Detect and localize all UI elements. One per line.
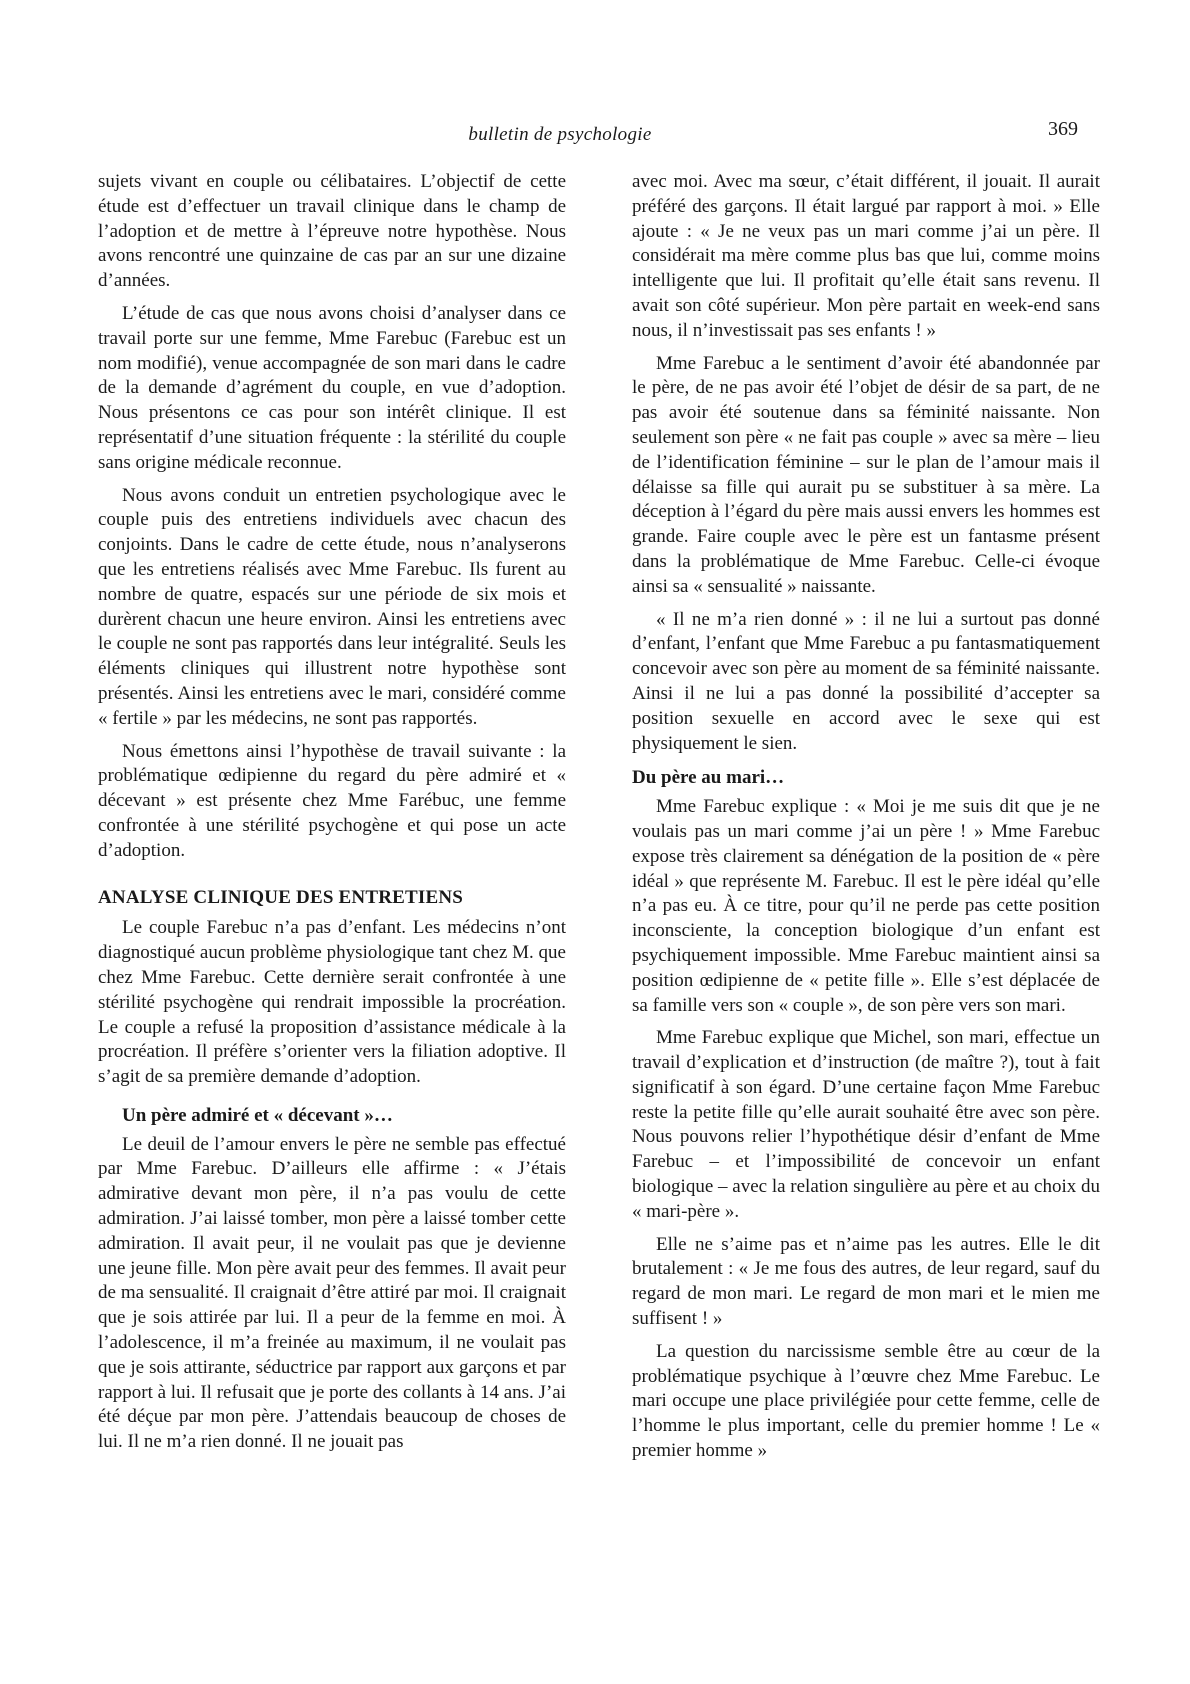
paragraph: L’étude de cas que nous avons choisi d’analyser dans ce travail porte sur une femme, Mme Farebuc (Farebuc est un nom modifié), venue accompagnée de son mari dans le cadre de la demande d’agrément du couple, en vue d’adoption. Nous présentons ce cas pour son intérêt clinique. Il est représentatif d’une situation fréquente : la stérilité du couple sans origine médicale reconnue. <box>98 302 566 473</box>
left-column <box>98 170 566 1463</box>
right-column <box>632 170 1100 1472</box>
paragraph: Nous émettons ainsi l’hypothèse de travail suivante : la problématique œdipienne du regard du père admiré et « décevant » est présente chez Mme Farébuc, une femme confrontée à une stérilité psychogène et qui pose un acte d’adoption. <box>98 740 566 861</box>
paragraph: La question du narcissisme semble être au cœur de la problématique psychique à l’œuvre chez Mme Farebuc. Le mari occupe une place privilégiée pour cette femme, celle de l’homme le plus important, celle du premier homme ! Le « premier homme » <box>632 1340 1100 1462</box>
page-number: 369 <box>1048 118 1078 140</box>
paragraph: « Il ne m’a rien donné » : il ne lui a surtout pas donné d’enfant, l’enfant que Mme Farebuc a pu fantasmatiquement concevoir avec son père au moment de sa féminité naissante. Ainsi il ne lui a pas donné la possibilité d’accepter sa position sexuelle en accord avec le sexe qui est physiquement le sien. <box>632 608 1100 754</box>
subsection-heading: Un père admiré et « décevant »… <box>122 1104 393 1126</box>
paragraph: Mme Farebuc a le sentiment d’avoir été abandonnée par le père, de ne pas avoir été l’objet de désir de sa part, de ne pas avoir été soutenue dans sa féminité naissante. Non seulement son père « ne fait pas couple » avec sa mère – lieu de l’identification féminine – sur le plan de l’amour mais il délaisse sa fille qui aurait pu se substituer à sa mère. La déception à l’égard du père mais aussi envers les hommes est grande. Faire couple avec le père est un fantasme présent dans la problématique de Mme Farebuc. Celle-ci évoque ainsi sa « sensualité » naissante. <box>632 352 1100 597</box>
section-heading: ANALYSE CLINIQUE DES ENTRETIENS <box>98 886 464 908</box>
paragraph: Mme Farebuc explique : « Moi je me suis dit que je ne voulais pas un mari comme j’ai un père ! » Mme Farebuc expose très clairement sa dénégation de la position de « père idéal » que représente M. Farebuc. Il est le père idéal qu’elle n’a pas eu. À ce titre, pour qu’il ne perde pas cette position inconsciente, la conception biologique d’un enfant est psychiquement impossible. Mme Farebuc maintient ainsi sa position œdipienne de « petite fille ». Elle s’est déplacée de sa famille vers son « couple », de son père vers son mari. <box>632 796 1100 1016</box>
paragraph: Le deuil de l’amour envers le père ne semble pas effectué par Mme Farebuc. D’ailleurs elle affirme : « J’étais admirative devant mon père, il n’a pas voulu de cette admiration. J’ai laissé tomber, mon père a laissé tomber cette admiration. Il avait peur, il ne voulait pas que je devienne une jeune fille. Mon père avait peur des femmes. Il avait peur de ma sensualité. Il craignait d’être attiré par moi. Il craignait que je sois attirée par lui. Il a peur de la femme en moi. À l’adolescence, il m’a freinée au maximum, il ne voulait pas que je sois attirante, séductrice par rapport aux garçons et par rapport à lui. Il refusait que je porte des collants à 14 ans. J’ai été déçue par mon père. J’attendais beaucoup de choses de lui. Il ne m’a rien donné. Il ne jouait pas <box>98 1133 566 1453</box>
paragraph: Mme Farebuc explique que Michel, son mari, effectue un travail d’explication et d’instruction (de maître ?), tout à fait significatif à son égard. D’une certaine façon Mme Farebuc reste la petite fille qu’elle aurait souhaité être avec son père. Nous pouvons relier l’hypothétique désir d’enfant de Mme Farebuc – et l’impossibilité de concevoir un enfant biologique – avec la relation singulière au père et au choix du « mari-père ». <box>632 1027 1100 1222</box>
running-head: bulletin de psychologie <box>468 124 652 145</box>
paragraph: avec moi. Avec ma sœur, c’était différent, il jouait. Il aurait préféré des garçons. Il était largué par rapport à moi. » Elle ajoute : « Je ne veux pas un mari comme j’ai un père. Il considérait ma mère comme plus bas que lui, comme moins intelligente que lui. Il profitait qu’elle était sans revenu. Il avait son côté supérieur. Mon père partait en week-end sans nous, il n’investissait pas ses enfants ! » <box>632 171 1100 341</box>
subsection-heading: Du père au mari… <box>632 767 785 789</box>
paragraph: Le couple Farebuc n’a pas d’enfant. Les médecins n’ont diagnostiqué aucun problème physiologique tant chez M. que chez Mme Farebuc. Cette dernière serait confrontée à une stérilité psychogène qui rendrait impossible la procréation. Le couple a refusé la proposition d’assistance médicale à la procréation. Il préfère s’orienter vers la filiation adoptive. Il s’agit de sa première demande d’adoption. <box>98 917 566 1088</box>
paragraph: sujets vivant en couple ou célibataires. L’objectif de cette étude est d’effectuer un travail clinique dans le champ de l’adoption et de mettre à l’épreuve notre hypothèse. Nous avons rencontré une quinzaine de cas par an sur une dizaine d’années. <box>98 171 566 292</box>
page-header <box>0 118 1190 158</box>
paragraph: Nous avons conduit un entretien psychologique avec le couple puis des entretiens individuels avec chacun des conjoints. Dans le cadre de cette étude, nous n’analyserons que les entretiens réalisés avec Mme Farebuc. Ils furent au nombre de quatre, espacés sur une période de six mois et durèrent chacun une heure environ. Ainsi les entretiens avec le couple ne sont pas rapportés dans leur intégralité. Seuls les éléments cliniques qui illustrent notre hypothèse sont présentés. Ainsi les entretiens avec le mari, considéré comme « fertile » par les médecins, ne sont pas rapportés. <box>98 484 566 729</box>
paragraph: Elle ne s’aime pas et n’aime pas les autres. Elle le dit brutalement : « Je me fous des autres, de leur regard, sauf du regard de mon mari. Le regard de mon mari et le mien me suffisent ! » <box>632 1233 1100 1330</box>
